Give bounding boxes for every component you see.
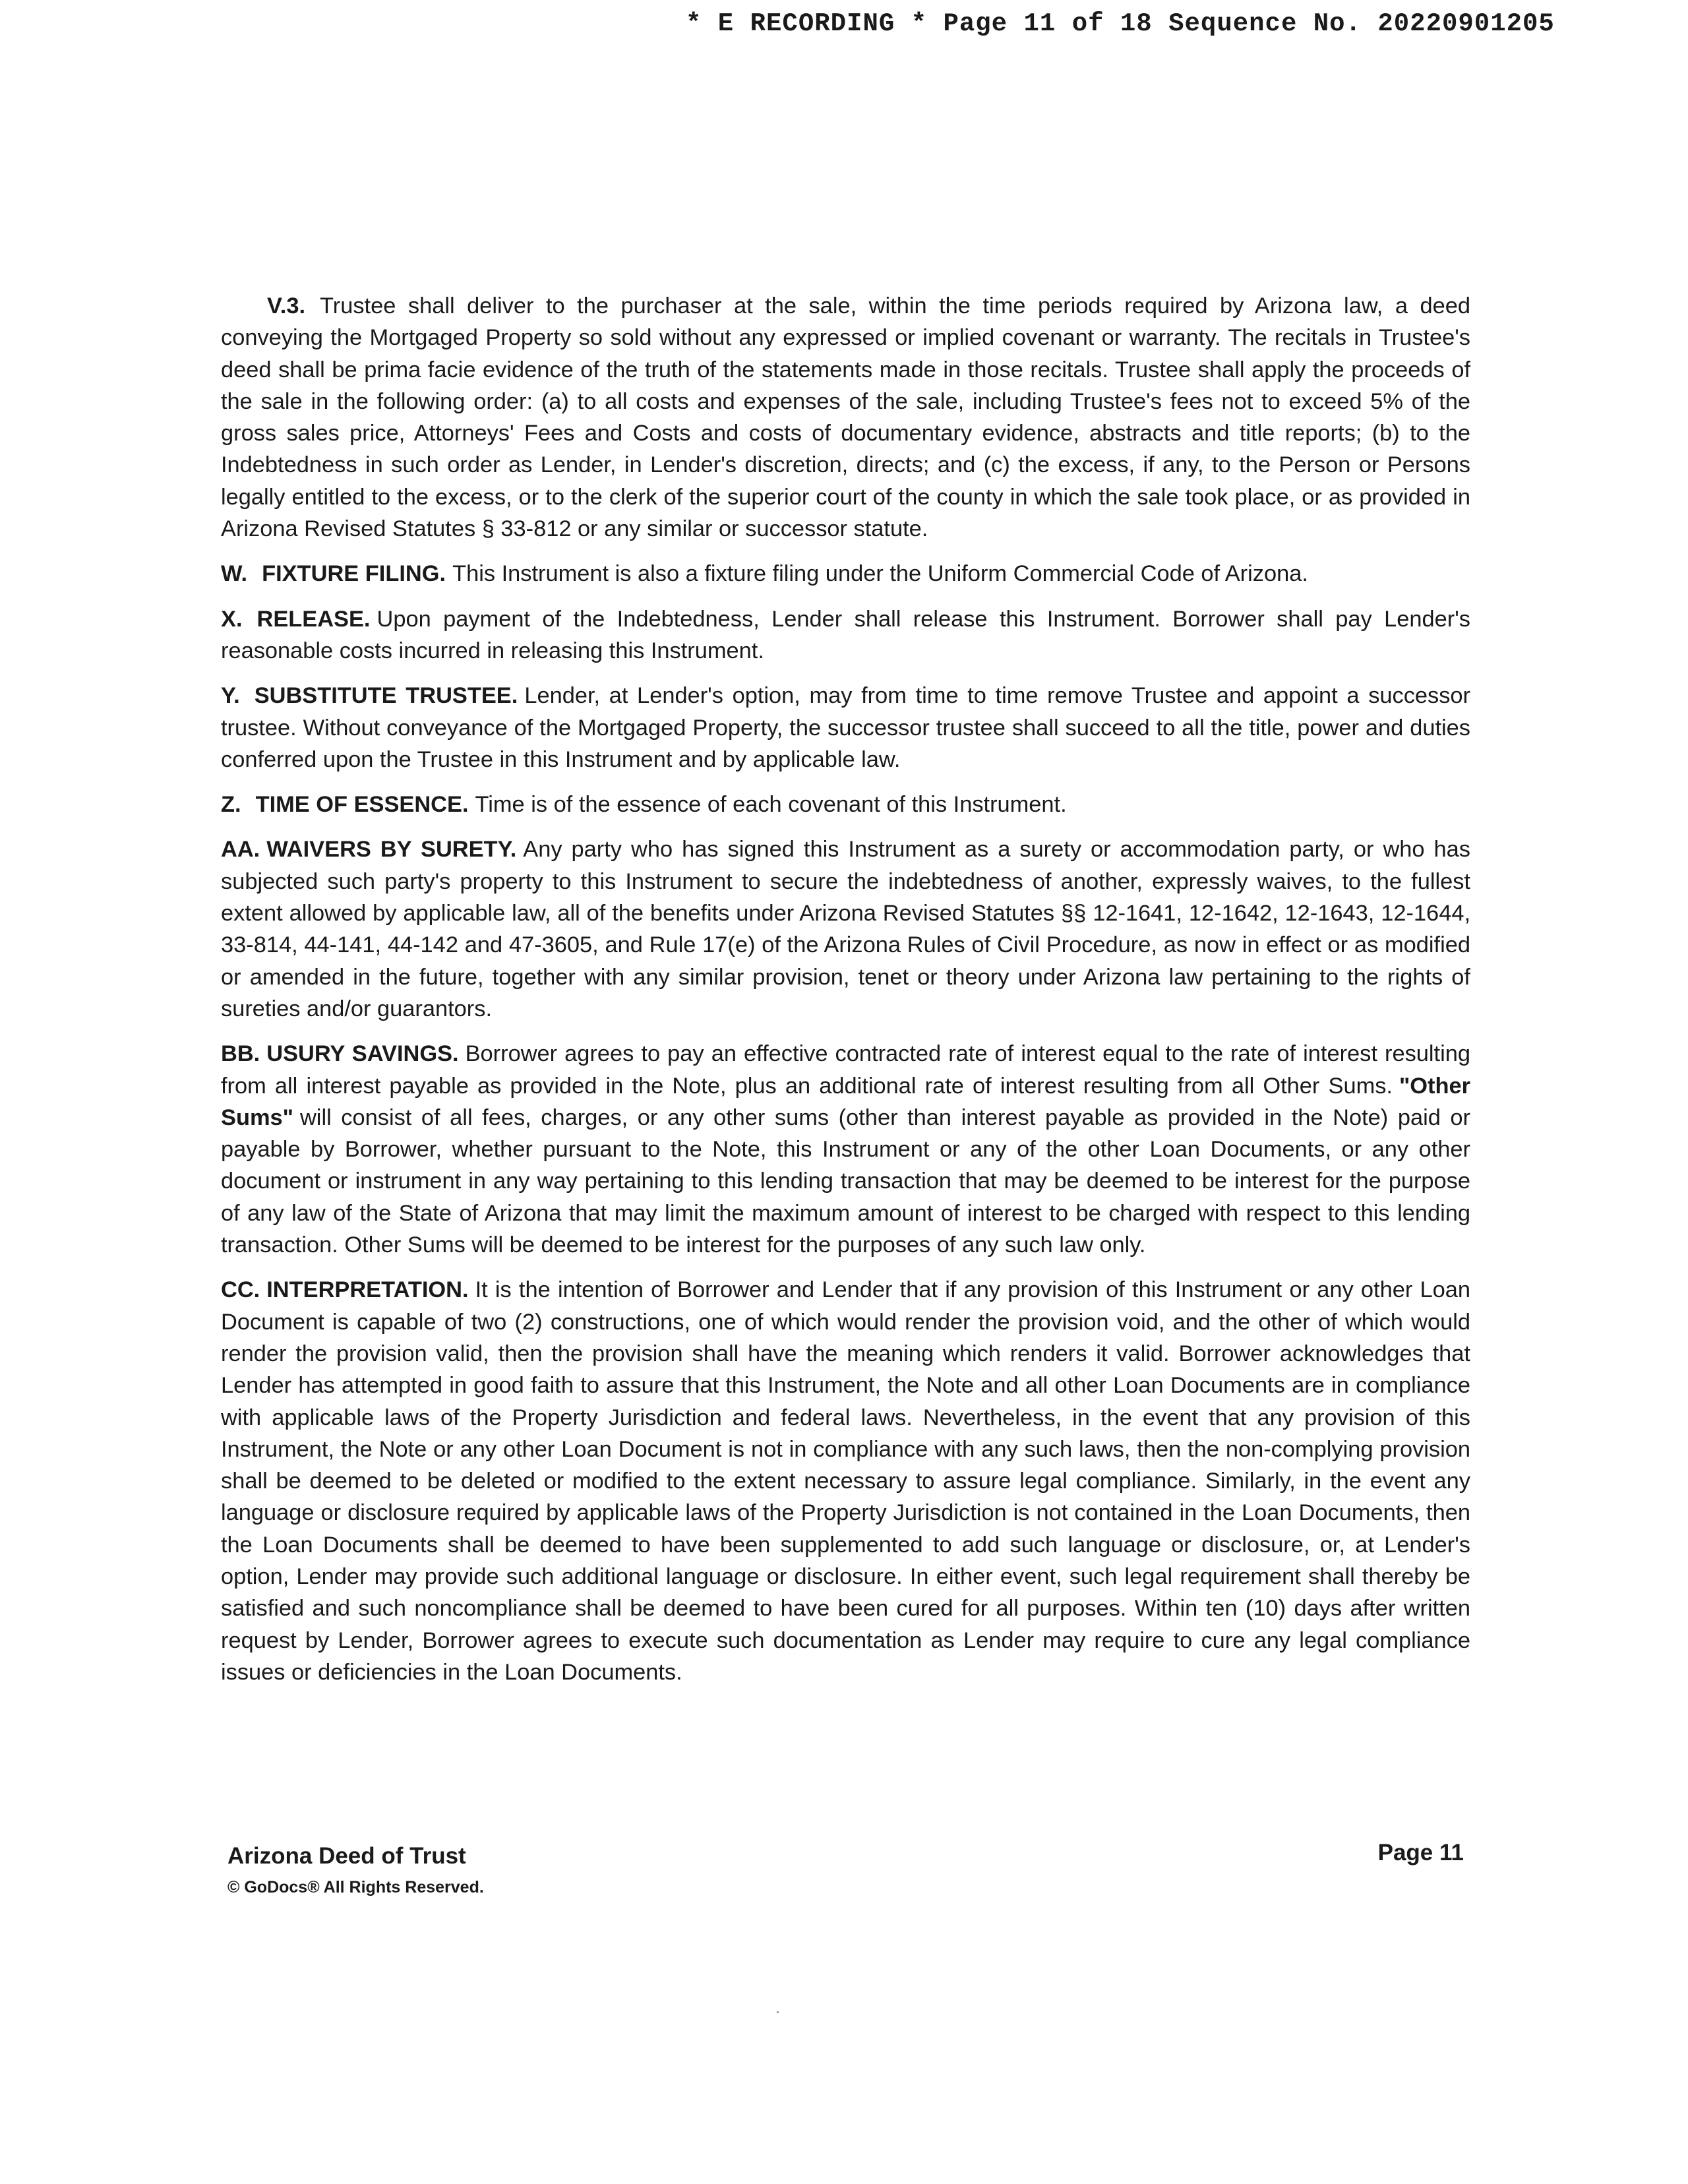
section-heading: SUBSTITUTE TRUSTEE.	[254, 683, 518, 709]
section-heading: RELEASE.	[256, 606, 371, 632]
section-z	[221, 789, 1470, 820]
scan-speck	[777, 2011, 779, 2013]
section-text: Borrower agrees to pay an effective contracted rate of interest equal to the rate of interest resulting from all interest payable as provided in the Note, plus an additional rate of interest resulting from all Other Sums.	[221, 1041, 1470, 1099]
section-heading: WAIVERS BY SURETY.	[266, 837, 517, 863]
section-y	[221, 680, 1470, 775]
section-label: X.	[221, 606, 243, 632]
section-label: CC.	[221, 1277, 260, 1303]
section-heading: TIME OF ESSENCE.	[255, 792, 469, 818]
defined-term: "Other Sums"	[221, 1073, 1470, 1130]
document-body	[221, 290, 1470, 1701]
section-heading: USURY SAVINGS.	[266, 1041, 459, 1067]
section-text: Trustee shall deliver to the purchaser at the sale, within the time periods required by Arizona law, a deed conveying the Mortgaged Property so sold without any expressed or implied covenant or warranty. The recitals in Trustee's deed shall be prima facie evidence of the truth of the statements made in those recitals. Trustee shall apply the proceeds of the sale in the following order: (a) to all costs and expenses of the sale, including Trustee's fees not to exceed 5% of the gross sales price, Attorneys' Fees and Costs and costs of documentary evidence, abstracts and title reports; (b) to the Indebtedness in such order as Lender, in Lender's discretion, directs; and (c) the excess, if any, to the Person or Persons legally entitled to the excess, or to the clerk of the superior court of the county in which the sale took place, or as provided in Arizona Revised Statutes § 33-812 or any similar or successor statute.	[221, 293, 1470, 542]
section-label: W.	[221, 561, 248, 587]
section-heading: FIXTURE FILING.	[262, 561, 446, 587]
section-text: It is the intention of Borrower and Lender that if any provision of this Instrument or any other Loan Document is capable of two (2) constructions, one of which would render the provision void, and the other of which would render the provision valid, then the provision shall have the meaning which renders it valid. Borrower acknowledges that Lender has attempted in good faith to assure that this Instrument, the Note and all other Loan Documents are in compliance with applicable laws of the Property Jurisdiction and federal laws. Nevertheless, in the event that any provision of this Instrument, the Note or any other Loan Document is not in compliance with any such laws, then the non-complying provision shall be deemed to be deleted or modified to the extent necessary to assure legal compliance. Similarly, in the event any language or disclosure required by applicable laws of the Property Jurisdiction is not contained in the Loan Documents, then the Loan Documents shall be deemed to have been supplemented to add such language or disclosure, or, at Lender's option, Lender may provide such additional language or disclosure. In either event, such legal requirement shall thereby be satisfied and such noncompliance shall be deemed to have been cured for all purposes. Within ten (10) days after written request by Lender, Borrower agrees to execute such documentation as Lender may require to cure any legal compliance issues or deficiencies in the Loan Documents.	[221, 1277, 1470, 1685]
section-text: will consist of all fees, charges, or any other sums (other than interest payable as provided in the Note) paid or payable by Borrower, whether pursuant to the Note, this Instrument or any of the other Loan Documents, or any other document or instrument in any way pertaining to this lending transaction that may be deemed to be interest for the purpose of any law of the State of Arizona that may limit the maximum amount of interest to be charged with respect to this lending transaction. Other Sums will be deemed to be interest for the purposes of any such law only.	[221, 1105, 1470, 1258]
footer-copyright: © GoDocs® All Rights Reserved.	[227, 1878, 484, 1896]
section-v3	[221, 290, 1470, 545]
section-bb	[221, 1038, 1470, 1261]
section-text: Time is of the essence of each covenant of this Instrument.	[475, 792, 1067, 818]
section-label: Y.	[221, 683, 240, 709]
section-heading: INTERPRETATION.	[266, 1277, 469, 1303]
section-aa	[221, 834, 1470, 1025]
section-label: Z.	[221, 792, 241, 818]
section-label: BB.	[221, 1041, 260, 1067]
footer-document-title: Arizona Deed of Trust	[227, 1843, 466, 1869]
section-cc	[221, 1274, 1470, 1688]
footer-page-number: Page 11	[1377, 1840, 1464, 1866]
section-w	[221, 558, 1470, 590]
section-text: Any party who has signed this Instrument as a surety or accommodation party, or who has subjected such party's property to this Instrument to secure the indebtedness of another, expressly waives, to the fullest extent allowed by applicable law, all of the benefits under Arizona Revised Statutes §§ 12-1641, 12-1642, 12-1643, 12-1644, 33-814, 44-141, 44-142 and 47-3605, and Rule 17(e) of the Arizona Rules of Civil Procedure, as now in effect or as modified or amended in the future, together with any similar provision, tenet or theory under Arizona law pertaining to the rights of sureties and/or guarantors.	[221, 837, 1470, 1021]
section-label: AA.	[221, 837, 260, 863]
section-text: Lender, at Lender's option, may from time to time remove Trustee and appoint a successor trustee. Without conveyance of the Mortgaged Property, the successor trustee shall succeed to all the title, power and duties conferred upon the Trustee in this Instrument and by applicable law.	[221, 683, 1470, 772]
section-text: Upon payment of the Indebtedness, Lender shall release this Instrument. Borrower shall pay Lender's reasonable costs incurred in releasing this Instrument.	[221, 606, 1470, 663]
section-label: V.3.	[267, 293, 306, 318]
recording-header: * E RECORDING * Page 11 of 18 Sequence No. 20220901205	[686, 9, 1555, 38]
section-x	[221, 603, 1470, 667]
section-text: This Instrument is also a fixture filing under the Uniform Commercial Code of Arizona.	[452, 561, 1308, 587]
